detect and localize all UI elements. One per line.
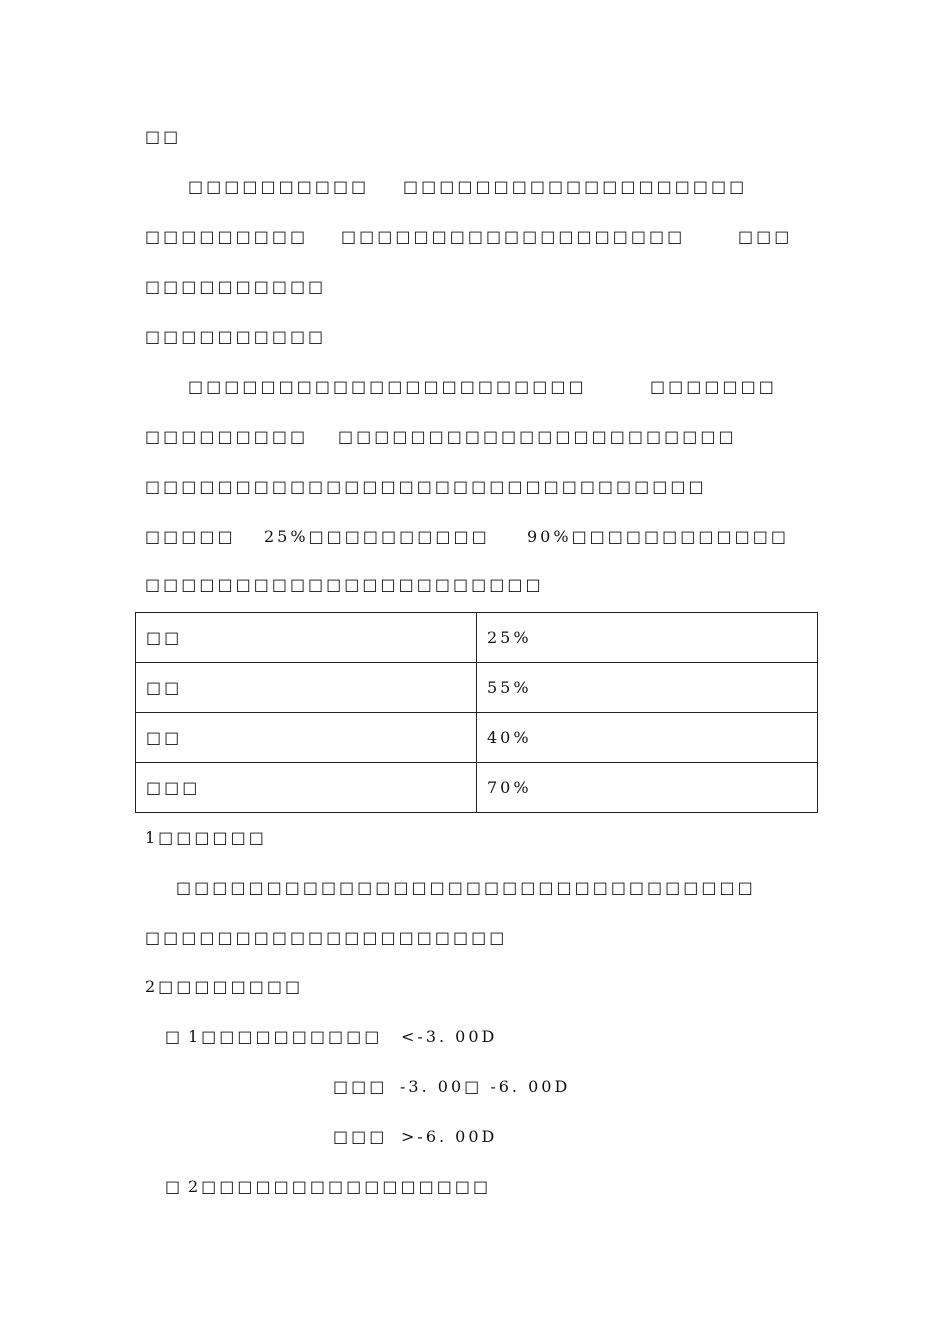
data-table xyxy=(135,612,818,813)
text-line: 2□□□□□□□□ xyxy=(145,977,304,996)
text-line: □□□ xyxy=(333,1127,388,1146)
table-cell: □□ xyxy=(136,613,477,663)
text-line: □□□□□ xyxy=(145,527,236,546)
text-line: □□□ xyxy=(738,227,793,246)
text-line: □□□□□□□□□□□□□□□□□□□ xyxy=(341,227,686,246)
table-cell: □□ xyxy=(136,713,477,763)
text-line: 25%□□□□□□□□□□ xyxy=(264,527,490,546)
text-line: 90%□□□□□□□□□□□□ xyxy=(527,527,789,546)
text-line: □□□ xyxy=(333,1077,388,1096)
table-cell: □□ xyxy=(136,663,477,713)
text-line: □□□□□□□□□□□□□□□□□□□□ xyxy=(145,928,508,947)
text-line: □□□□□□□□□□ xyxy=(188,177,370,196)
table-cell: 25% xyxy=(477,613,818,663)
text-line: □□□□□□□□□□□□□□□□□□□□□□ xyxy=(188,377,587,396)
text-line: □□□□□□□□□□□□□□□□□□□ xyxy=(403,177,748,196)
text-line: □□□□□□□ xyxy=(650,377,777,396)
table-cell: 55% xyxy=(477,663,818,713)
text-line: □□□□□□□□□□□□□□□□□□□□□□□□□□□□□□□□ xyxy=(176,878,756,897)
text-line: □□□□□□□□□ xyxy=(145,227,309,246)
table-cell: 40% xyxy=(477,713,818,763)
table-cell: 70% xyxy=(477,763,818,813)
text-line: 1□□□□□□□□□□ xyxy=(188,1027,383,1046)
text-line: □□□□□□□□□ xyxy=(145,427,309,446)
text-line: >-6. 00D xyxy=(401,1127,498,1146)
text-line: □□□□□□□□□□□□□□□□□□□□□□□□□□□□□□□ xyxy=(145,477,707,496)
table-row xyxy=(136,613,818,663)
table-row xyxy=(136,713,818,763)
text-line: □□□□□□□□□□ xyxy=(145,277,327,296)
text-line: □□□□□□□□□□□□□□□□□□□□□□ xyxy=(145,575,544,594)
table-cell: □□□ xyxy=(136,763,477,813)
text-line: -3. 00□ -6. 00D xyxy=(400,1077,571,1096)
table-row xyxy=(136,663,818,713)
text-line: <-3. 00D xyxy=(401,1027,498,1046)
text-line: 1□□□□□□ xyxy=(145,828,267,847)
text-line: □□□□□□□□□□ xyxy=(145,327,327,346)
text-line: 2□□□□□□□□□□□□□□□□ xyxy=(188,1177,492,1196)
text-line: □ xyxy=(165,1177,184,1196)
table-row xyxy=(136,763,818,813)
text-line: □□ xyxy=(145,127,182,146)
text-line: □ xyxy=(165,1027,184,1046)
text-line: □□□□□□□□□□□□□□□□□□□□□□ xyxy=(338,427,737,446)
